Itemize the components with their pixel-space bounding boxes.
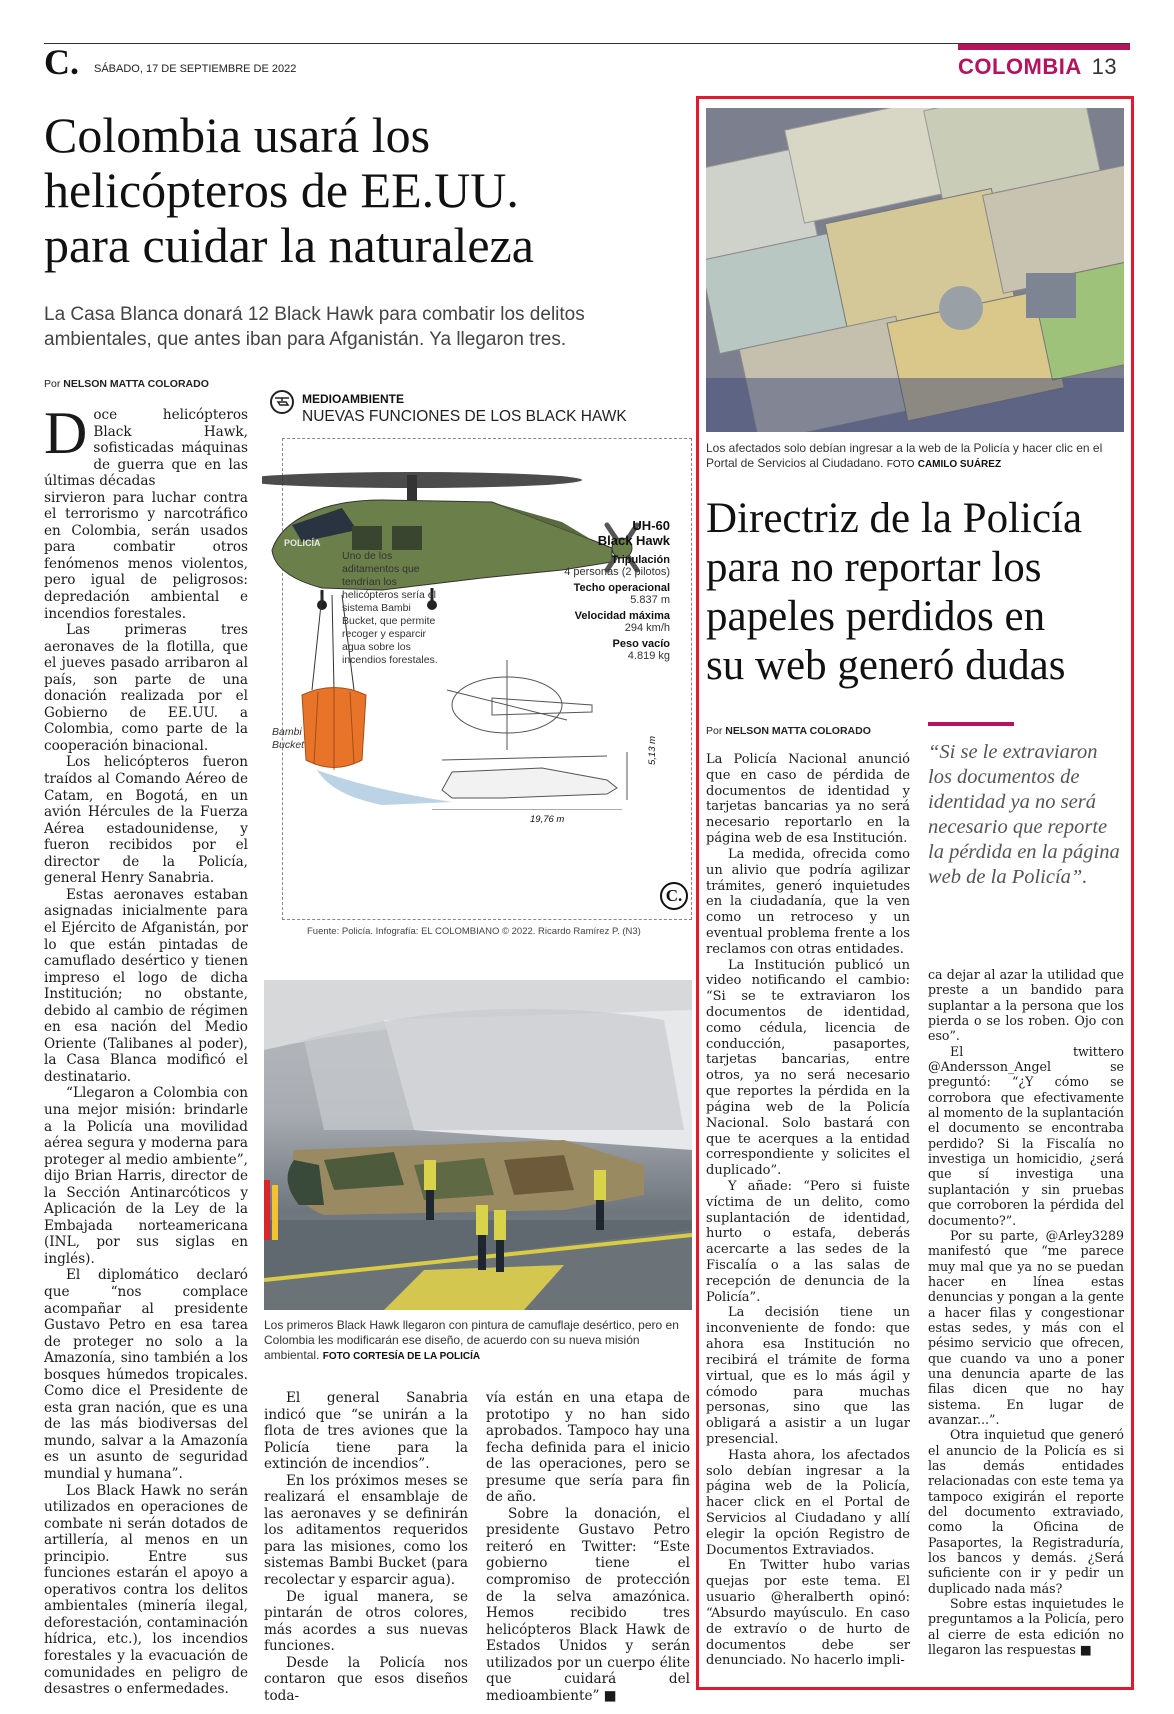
infographic-title: NUEVAS FUNCIONES DE LOS BLACK HAWK: [302, 408, 627, 425]
spec-item: [510, 610, 670, 634]
story1-deck: [44, 302, 684, 352]
byline-author: NELSON MATTA COLORADO: [725, 725, 871, 737]
spec-value: 4.819 kg: [627, 650, 670, 662]
photo-credit-prefix: FOTO: [886, 459, 915, 470]
bucket-label: Bambi Bucket: [272, 726, 305, 751]
story2-headline: [706, 494, 1126, 690]
dimension-height: 5,13 m: [647, 735, 658, 765]
infographic-logo: C.: [660, 882, 688, 910]
headline-line: Directriz de la Policía: [706, 495, 1083, 542]
story1-column-2: [264, 1390, 468, 1704]
dimension-length: 19,76 m: [530, 814, 565, 825]
specs-block: [510, 518, 670, 662]
paragraph: Otra inquietud que generó el anuncio de la Policía es si las demás entidades relacionadas con este tema ya tampoco exigirán el reporte del documento extraviado, como la Oficina de Pasaportes, la Registraduría, los bancos y demás. ¿Será suficiente con ir y pedir un duplicado nada más?: [928, 1427, 1124, 1596]
blackhawk-photo: [264, 980, 692, 1310]
headline-line: para no reportar los: [706, 544, 1042, 591]
paragraph: Estas aeronaves estaban asignadas inicialmente para el Ejército de Afganistán, por lo que están pintadas de camuflado desértico y tienen impreso el logo de dicha Institución; no obstante, debido al cambio de régimen en esa nación del Medio Oriente (Talibanes al poder), la Casa Blanca modificó el destinatario.: [44, 886, 248, 1085]
intro-text: oce helicópteros Black Hawk, sofisticadas máquinas de guerra que en las últimas décadas: [44, 407, 248, 490]
story1-byline: [44, 378, 209, 390]
photo-credit: CAMILO SUÁREZ: [917, 459, 1002, 470]
spec-label: Techo operacional: [573, 582, 670, 594]
paragraph: ca dejar al azar la utilidad que preste a un bandido para suplantar a la persona que los pierda o se los roben. Ojo con eso”.: [928, 967, 1124, 1044]
paragraph: El twittero @Andersson_Angel se preguntó: “¿Y cómo se corrobora que efectivamente al momento de la suplantación el documento se encontraba perdido? Si la Fiscalía no investiga un homicidio, ¿será que sí investiga una suplantación y sin pruebas que corroboren la pérdida del documento?”.: [928, 1043, 1124, 1228]
pull-quote-rule: [928, 722, 1014, 726]
spec-value: 5.837 m: [630, 594, 670, 606]
paragraph: En Twitter hubo varias quejas por este tema. El usuario @heralberth opinó: “Absurdo mayúsculo. En caso de extravío o de hurto de documentos debe ser denunciado. No hacerlo impli-: [706, 1558, 910, 1669]
spec-label: Peso vacío: [612, 638, 670, 650]
paragraph: Los Black Hawk no serán utilizados en operaciones de combate ni serán dotados de artillería, al menos en un principio. Entre sus funciones estarán el apoyo a operativos contra los delitos ambientales (minería ilegal, deforestación, contaminación hídrica, etc.), los incendios forestales y la evacuación de comunidades en peligro de desastres o enfermedades.: [44, 1482, 248, 1698]
headline-line: helicópteros de EE.UU.: [44, 162, 519, 218]
paragraph: Sobre la donación, el presidente Gustavo Petro reiteró en Twitter: “Este gobierno tiene el compromiso de protección de la selva amazónica. Hemos recibido tres helicópteros Black Hawk de Estados Unidos y serán utilizados por un cuerpo élite que cuidará del medioambiente” ■: [486, 1505, 690, 1704]
bucket-note: Uno de los aditamentos que tendrían los helicópteros sería el sistema Bambi Bucket, que permite recoger y esparcir agua sobre los incendios forestales.: [342, 550, 438, 666]
spec-item: [510, 638, 670, 662]
headline-line: papeles perdidos en: [706, 593, 1046, 640]
paragraph: Hasta ahora, los afectados solo debían ingresar a la página web de la Policía, hacer click en el Portal de Servicios al Ciudadano y allí elegir la opción Registro de Documentos Extraviados.: [706, 1447, 910, 1558]
helicopter-label: POLICÍA: [284, 538, 321, 548]
spec-item: [510, 582, 670, 606]
paragraph: En los próximos meses se realizará el ensamblaje de las aeronaves y se definirán los aditamentos requeridos para las misiones, como los sistemas Bambi Bucket (para recolectar y esparcir agua).: [264, 1472, 468, 1589]
newspaper-logo: [44, 44, 79, 80]
paragraph: La Policía Nacional anunció que en caso de pérdida de documentos de identidad y tarjetas bancarias ya no será necesario reportarlo en la página web de esa Institución.: [706, 752, 910, 847]
paragraph: Desde la Policía nos contaron que esos diseños toda-: [264, 1654, 468, 1704]
paragraph: De igual manera, se pintarán de otros colores, más acordes a sus nuevas funciones.: [264, 1588, 468, 1655]
model-code: UH-60: [632, 518, 670, 533]
page-number: 13: [1091, 54, 1118, 79]
spec-label: Velocidad máxima: [574, 610, 670, 622]
paragraph: Por su parte, @Arley3289 manifestó que “me parece muy mal que ya no se puedan hacer en línea estas denuncias y pongan a la gente a hacer filas y congestionar estas sedes, y más con el pésimo servicio que ofrecen, que cuando va uno a poner una denuncia aparte de las filas dicen que no hay sistema. En lugar de avanzar...”.: [928, 1227, 1124, 1427]
documents-photo: [706, 108, 1124, 432]
headline-line: para cuidar la naturaleza: [44, 217, 534, 273]
photo-credit: FOTO CORTESÍA DE LA POLICÍA: [322, 1351, 481, 1362]
logo-text: C.: [44, 42, 79, 82]
paragraph: Sobre estas inquietudes le preguntamos a la Policía, pero al cierre de esta edición no llegaron las respuestas ■: [928, 1596, 1124, 1658]
spec-label: Tripulación: [611, 554, 670, 566]
spec-value: 4 personas (2 pilotos): [564, 566, 670, 578]
spec-value: 294 km/h: [624, 622, 670, 634]
byline-author: NELSON MATTA COLORADO: [63, 378, 209, 390]
section-bar: [958, 44, 1130, 50]
spec-item: [510, 554, 670, 578]
model-name: Black Hawk: [597, 533, 670, 548]
story2-byline: [706, 725, 871, 737]
caption-text: Los afectados solo debían ingresar a la web de la Policía y hacer clic en el Portal de Servicios al Ciudadano.: [706, 441, 1103, 470]
pull-quote: “Si se le extraviaron los documentos de identidad ya no será necesario que reporte la pérdida en la página web de la Policía”.: [928, 741, 1120, 888]
paragraph: vía están en una etapa de prototipo y no han sido aprobados. Tampoco hay una fecha definida para el inicio de las operaciones, pero se presume que sería para fin de año.: [486, 1390, 690, 1506]
caption-text: Los primeros Black Hawk llegaron con pintura de camuflaje desértico, pero en Colombia les modificarán ese diseño, de acuerdo con su nueva misión ambiental.: [264, 1318, 679, 1362]
deck-line: La Casa Blanca donará 12 Black Hawk para combatir los delitos: [44, 304, 585, 325]
infographic-kicker: MEDIOAMBIENTE: [302, 392, 404, 406]
paragraph: Las primeras tres aeronaves de la flotilla, que el jueves pasado arribaron al país, son parte de una donación realizada por el Gobierno de EE.UU. a Colombia, como parte de la cooperación binacional.: [44, 622, 248, 754]
paragraph: La Institución publicó un video notificando el cambio: “Si se te extraviaron los documentos de identidad, como cédula, licencia de conducción, pasaportes, tarjetas bancarias, entre otros, ya no será necesario que reportes la pérdida en la página web de la Policía Nacional. Solo bastará con que te acerques a la entidad correspondiente y solicites el duplicado”.: [706, 957, 910, 1179]
documents-photo-caption: [706, 441, 1124, 472]
story1-column-3: [486, 1390, 690, 1704]
section-label: [958, 54, 1117, 80]
story1-headline: [44, 108, 684, 273]
paragraph: “Llegaron a Colombia con una mejor misión: brindarle a la Policía una movilidad aérea segura y moderna para proteger al medio ambiente”, dijo Brian Harris, director de la Sección Antinarcóticos y Aplicación de la Ley de la Embajada norteamericana (INL, por sus siglas en inglés).: [44, 1085, 248, 1267]
story2-column-1: [706, 752, 910, 1669]
headline-line: Colombia usará los: [44, 107, 431, 163]
story1-column-1: [44, 400, 248, 1698]
deck-line: ambientales, que antes iban para Afganistán. Ya llegaron tres.: [44, 329, 567, 350]
story2-column-2: [928, 967, 1124, 1657]
paragraph: La medida, ofrecida como un alivio que podría agilizar trámites, generó inquietudes en la ciudadanía, que la ven como un retroceso y un eventual problema frente a los reclamos con otras entidades.: [706, 846, 910, 957]
infographic: [262, 390, 692, 937]
paragraph: El general Sanabria indicó que “se unirán a la flota de tres aviones que la Policía tiene para la extinción de incendios”.: [264, 1390, 468, 1473]
paragraph: Y añade: “Pero si fuiste víctima de un delito, como suplantación de identidad, hurto o estafa, deberás acercarte a las sedes de la Fiscalía o a las salas de recepción de denuncia de la Policía”.: [706, 1178, 910, 1305]
paragraph: sirvieron para luchar contra el terrorismo y narcotráfico en Colombia, serán usados para combatir otros fenómenos menos violentos, pero igual de peligrosos: depredación ambiental e incendios forestales.: [44, 489, 248, 622]
helicopter-icon: [270, 390, 294, 414]
infographic-source: Fuente: Policía. Infografía: EL COLOMBIANO © 2022. Ricardo Ramírez P. (N3): [307, 926, 641, 937]
drop-cap: D: [44, 400, 88, 466]
blackhawk-photo-caption: [264, 1318, 692, 1364]
section-name: COLOMBIA: [958, 54, 1081, 79]
issue-date: SÁBADO, 17 DE SEPTIEMBRE DE 2022: [94, 63, 297, 75]
byline-prefix: Por: [44, 378, 61, 390]
paragraph: La decisión tiene un inconveniente de fondo: que ahora esa Institución no recibirá el trámite de forma virtual, que es lo más ágil y cómodo para muchas personas, sino que las obligará a asistir a un lugar presencial.: [706, 1305, 910, 1447]
paragraph: Los helicópteros fueron traídos al Comando Aéreo de Catam, en Bogotá, en un avión Hércules de la Fuerza Aérea estadounidense, y fueron recibidos por el director de la Policía, general Henry Sanabria.: [44, 754, 248, 887]
headline-line: su web generó dudas: [706, 642, 1066, 689]
paragraph: El diplomático declaró que “nos complace acompañar al presidente Gustavo Petro en esa tarea de proteger no solo a la Amazonía, sino también a los bosques húmedos tropicales. Como dice el Presidente de esta gran nación, que es una de las más biodiversas del mundo, salvar a la Amazonía es un asunto de seguridad mundial y humana”.: [44, 1267, 248, 1482]
byline-prefix: Por: [706, 725, 723, 737]
